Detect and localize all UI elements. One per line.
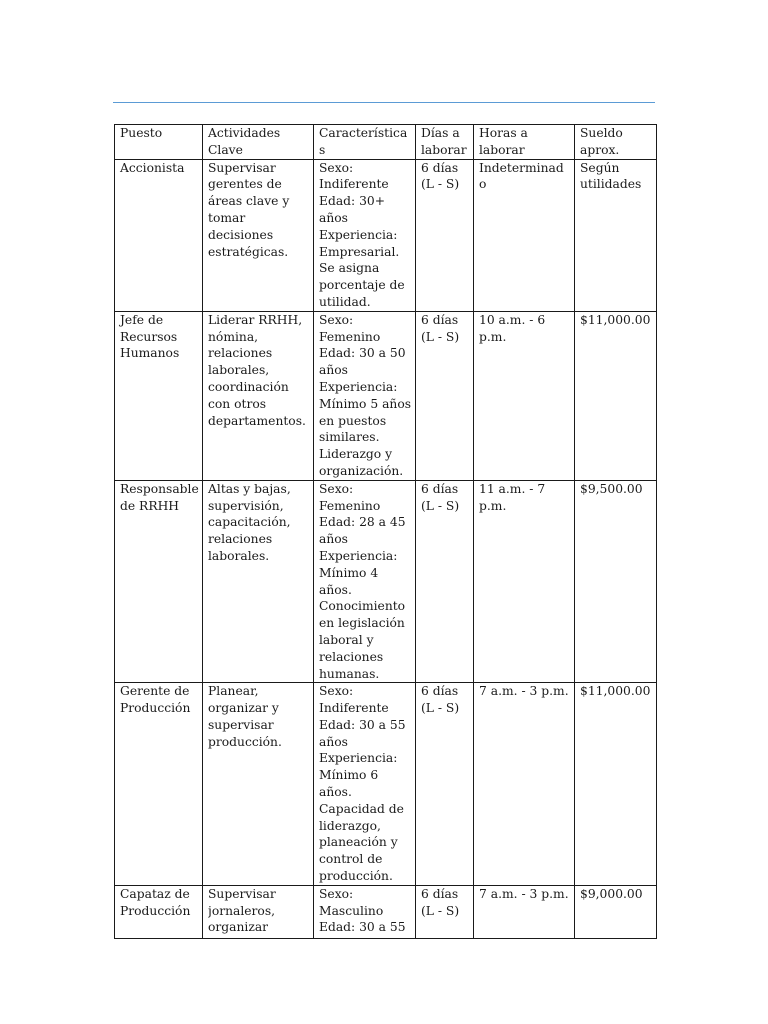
cell-sueldo: $11,000.00: [575, 683, 657, 886]
header-actividades: Actividades Clave: [203, 125, 314, 160]
cell-actividades-text: Supervisar jornaleros, organizar: [208, 886, 276, 935]
cell-actividades: Liderar RRHH, nómina, relaciones laborales, coordinación con otros departamentos.: [203, 311, 314, 480]
table-row: [115, 683, 657, 886]
cell-caracteristicas: Sexo: Indiferente Edad: 30 a 55 años Experiencia: Mínimo 6 años. Capacidad de liderazgo, planeación y control de producción.: [314, 683, 416, 886]
table-header-row: [115, 125, 657, 160]
cell-sueldo: $9,000.00: [575, 885, 657, 938]
header-horas: Horas a laborar: [474, 125, 575, 160]
cell-puesto: Jefe de Recursos Humanos: [115, 311, 203, 480]
cell-dias: 6 días (L - S): [416, 159, 474, 311]
cell-dias: 6 días (L - S): [416, 885, 474, 938]
table-row: [115, 885, 657, 938]
cell-puesto: Gerente de Producción: [115, 683, 203, 886]
cell-puesto: Responsable de RRHH: [115, 480, 203, 683]
cell-horas: 10 a.m. - 6 p.m.: [474, 311, 575, 480]
job-positions-table: [114, 124, 657, 939]
header-rule: [113, 102, 655, 103]
cell-actividades: Planear, organizar y supervisar producción.: [203, 683, 314, 886]
cell-caracteristicas: Sexo: Indiferente Edad: 30+ años Experiencia: Empresarial. Se asigna porcentaje de utilidad.: [314, 159, 416, 311]
header-dias: Días a laborar: [416, 125, 474, 160]
cell-dias: 6 días (L - S): [416, 683, 474, 886]
cell-sueldo: $11,000.00: [575, 311, 657, 480]
header-caracteristicas: Características: [314, 125, 416, 160]
cell-horas: 7 a.m. - 3 p.m.: [474, 683, 575, 886]
cell-caracteristicas: Sexo: Femenino Edad: 28 a 45 años Experiencia: Mínimo 4 años. Conocimiento en legislación laboral y relaciones humanas.: [314, 480, 416, 683]
cell-caracteristicas: Sexo: Femenino Edad: 30 a 50 años Experiencia: Mínimo 5 años en puestos similares. Liderazgo y organización.: [314, 311, 416, 480]
cell-puesto: Capataz de Producción: [115, 885, 203, 938]
header-puesto: Puesto: [115, 125, 203, 160]
cell-actividades: [203, 885, 314, 938]
cell-horas: Indeterminado: [474, 159, 575, 311]
cell-dias: 6 días (L - S): [416, 311, 474, 480]
cell-actividades: Supervisar gerentes de áreas clave y tomar decisiones estratégicas.: [203, 159, 314, 311]
cell-horas: 7 a.m. - 3 p.m.: [474, 885, 575, 938]
cell-horas: 11 a.m. - 7 p.m.: [474, 480, 575, 683]
cell-puesto: Accionista: [115, 159, 203, 311]
cell-caracteristicas-text: Sexo: Masculino Edad: 30 a 55: [319, 886, 406, 935]
cell-sueldo: Según utilidades: [575, 159, 657, 311]
cell-actividades: Altas y bajas, supervisión, capacitación, relaciones laborales.: [203, 480, 314, 683]
cell-caracteristicas: [314, 885, 416, 938]
table-row: [115, 159, 657, 311]
header-sueldo: Sueldo aprox.: [575, 125, 657, 160]
cell-sueldo: $9,500.00: [575, 480, 657, 683]
cell-dias: 6 días (L - S): [416, 480, 474, 683]
table-row: [115, 480, 657, 683]
table-row: [115, 311, 657, 480]
